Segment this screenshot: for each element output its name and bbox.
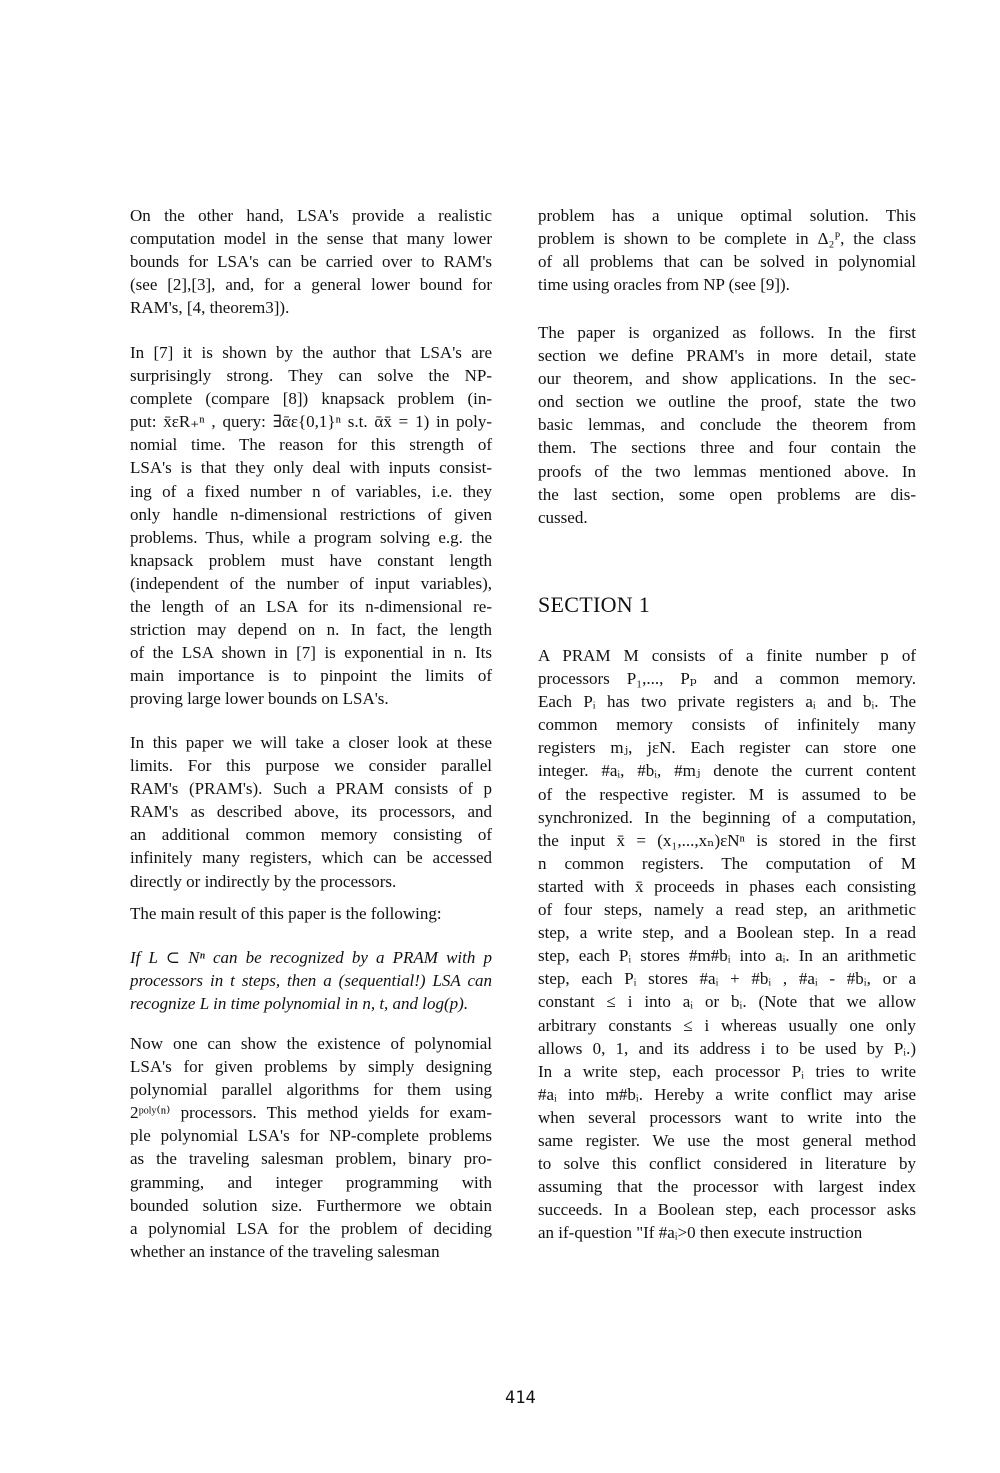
text-line: a polynomial LSA for the problem of deciding xyxy=(130,1218,492,1238)
text-line: of the LSA shown in [7] is exponential in n. Its xyxy=(130,643,492,663)
text-line: In [7] it is shown by the author that LSA's are xyxy=(130,343,492,362)
text-line: cussed. xyxy=(538,507,588,527)
text-line: section we define PRAM's in more detail, state xyxy=(538,346,916,366)
text-line: the length of an LSA for its n-dimensional re- xyxy=(130,597,492,617)
text-line: recognize L in time polynomial in n, t, and log(p). xyxy=(130,994,469,1014)
text-line: bounds for LSA's can be carried over to RAM's xyxy=(130,252,492,272)
text-line: knapsack problem must have constant length xyxy=(130,550,492,570)
section-heading: SECTION 1 xyxy=(538,592,651,617)
text-line: as the traveling salesman problem, binary pro- xyxy=(130,1149,492,1169)
text-line: polynomial parallel algorithms for them using xyxy=(130,1080,492,1100)
text-line: LSA's is that they only deal with inputs consist- xyxy=(130,458,492,478)
text-line: them. The sections three and four contain the xyxy=(538,438,916,458)
text-line: step, each Pᵢ stores #aᵢ + #bᵢ , #aᵢ - #bᵢ, or a xyxy=(538,969,916,989)
text-line: constant ≤ i into aᵢ or bᵢ. (Note that we allow xyxy=(538,992,916,1012)
theorem-statement xyxy=(130,946,492,1015)
text-line: of all problems that can be solved in polynomial xyxy=(538,252,916,272)
text-line: RAM's as described above, its processors, and xyxy=(130,802,492,822)
text-line: n common registers. The computation of M xyxy=(538,853,916,873)
text-line: an additional common memory consisting of xyxy=(130,825,492,845)
text-line: surprisingly strong. They can solve the NP- xyxy=(130,366,492,386)
text-line: LSA's for given problems by simply designing xyxy=(130,1057,492,1077)
text-line: step, a write step, and a Boolean step. In a read xyxy=(538,923,916,943)
text-line: If L ⊂ Nⁿ can be recognized by a PRAM with p xyxy=(130,948,492,967)
text-line: started with x̄ proceeds in phases each consisting xyxy=(538,876,916,896)
text-line: proofs of the two lemmas mentioned above. In xyxy=(538,461,916,481)
text-line: nomial time. The reason for this strength of xyxy=(130,435,492,455)
text-line: RAM's (PRAM's). Such a PRAM consists of p xyxy=(130,779,492,799)
text-line: ing of a fixed number n of variables, i.e. they xyxy=(130,481,492,501)
paragraph xyxy=(538,644,916,1244)
text-line: In this paper we will take a closer look at these xyxy=(130,733,492,752)
text-line: The paper is organized as follows. In the first xyxy=(538,323,916,342)
text-line: processors in t steps, then a (sequential!) LSA can xyxy=(130,971,492,991)
text-line: our theorem, and show applications. In the sec- xyxy=(538,369,916,389)
text-line: ond section we outline the proof, state the two xyxy=(538,392,916,412)
text-line: step, each Pᵢ stores #m#bᵢ into aᵢ. In an arithmetic xyxy=(538,946,916,966)
paragraph xyxy=(130,204,492,319)
text-line: In a write step, each processor Pᵢ tries to write xyxy=(538,1061,916,1081)
text-line: main importance is to pinpoint the limits of xyxy=(130,666,492,686)
text-line: whether an instance of the traveling salesman xyxy=(130,1241,440,1261)
paragraph xyxy=(130,1032,492,1263)
text-line: limits. For this purpose we consider parallel xyxy=(130,756,492,776)
text-line: synchronized. In the beginning of a computation, xyxy=(538,807,916,827)
text-line: proving large lower bounds on LSA's. xyxy=(130,689,389,709)
text-line: directly or indirectly by the processors. xyxy=(130,871,397,891)
text-line: 2ᵖᵒˡʸ⁽ⁿ⁾ processors. This method yields for exam- xyxy=(130,1103,492,1123)
text-line: common memory consists of infinitely many xyxy=(538,715,916,735)
text-line: complete (compare [8]) knapsack problem (in- xyxy=(130,389,492,409)
text-line: only handle n-dimensional restrictions of given xyxy=(130,504,492,524)
text-line: put: x̄εR₊ⁿ , query: ∃ᾱε{0,1}ⁿ s.t. ᾱx̄ = 1) in poly- xyxy=(130,412,492,432)
text-line: allows 0, 1, and its address i to be used by Pᵢ.) xyxy=(538,1038,916,1058)
text-line: of the respective register. M is assumed to be xyxy=(538,784,916,804)
text-line: On the other hand, LSA's provide a realistic xyxy=(130,206,492,225)
text-line: gramming, and integer programming with xyxy=(130,1172,492,1192)
text-line: #aᵢ into m#bᵢ. Hereby a write conflict may arise xyxy=(538,1084,916,1104)
paragraph xyxy=(130,341,492,711)
text-line: Now one can show the existence of polynomial xyxy=(130,1034,492,1053)
text-line: A PRAM M consists of a finite number p of xyxy=(538,646,916,665)
text-line: bounded solution size. Furthermore we obtain xyxy=(130,1195,492,1215)
paragraph xyxy=(538,204,916,296)
text-line: (see [2],[3], and, for a general lower bound for xyxy=(130,275,492,295)
text-line: to solve this conflict considered in literature by xyxy=(538,1154,916,1174)
text-line: registers mⱼ, jεN. Each register can store one xyxy=(538,738,916,758)
text-line: an if-question "If #aᵢ>0 then execute instruction xyxy=(538,1223,863,1243)
text-line: when several processors want to write into the xyxy=(538,1107,916,1127)
text-line: integer. #aᵢ, #bᵢ, #mⱼ denote the current content xyxy=(538,761,916,781)
paragraph xyxy=(130,731,492,893)
text-line: The main result of this paper is the following: xyxy=(130,904,442,923)
text-line: the input x̄ = (x₁,...,xₙ)εNⁿ is stored in the first xyxy=(538,830,916,850)
text-line: problems. Thus, while a program solving e.g. the xyxy=(130,527,492,547)
text-line: RAM's, [4, theorem3]). xyxy=(130,298,290,318)
paragraph xyxy=(130,902,492,925)
text-line: problem has a unique optimal solution. This xyxy=(538,206,916,225)
text-line: (independent of the number of input variables), xyxy=(130,573,492,593)
text-line: problem is shown to be complete in Δ₂ᴾ, the class xyxy=(538,229,916,249)
text-line: assuming that the processor with largest index xyxy=(538,1177,916,1197)
paragraph xyxy=(538,321,916,529)
text-line: time using oracles from NP (see [9]). xyxy=(538,275,790,295)
text-line: Each Pᵢ has two private registers aᵢ and bᵢ. The xyxy=(538,692,916,712)
text-line: of four steps, namely a read step, an arithmetic xyxy=(538,900,916,920)
text-line: arbitrary constants ≤ i whereas usually one only xyxy=(538,1015,916,1035)
text-line: computation model in the sense that many lower xyxy=(130,229,492,249)
text-line: basic lemmas, and conclude the theorem from xyxy=(538,415,916,435)
text-line: succeeds. In a Boolean step, each processor asks xyxy=(538,1200,916,1220)
text-line: infinitely many registers, which can be accessed xyxy=(130,848,492,868)
text-line: the last section, some open problems are dis- xyxy=(538,484,916,504)
text-line: same register. We use the most general method xyxy=(538,1130,916,1150)
text-line: processors P₁,..., Pₚ and a common memory. xyxy=(538,669,916,689)
text-line: ple polynomial LSA's for NP-complete problems xyxy=(130,1126,492,1146)
page-number: 414 xyxy=(505,1388,536,1408)
text-line: striction may depend on n. In fact, the length xyxy=(130,620,492,640)
